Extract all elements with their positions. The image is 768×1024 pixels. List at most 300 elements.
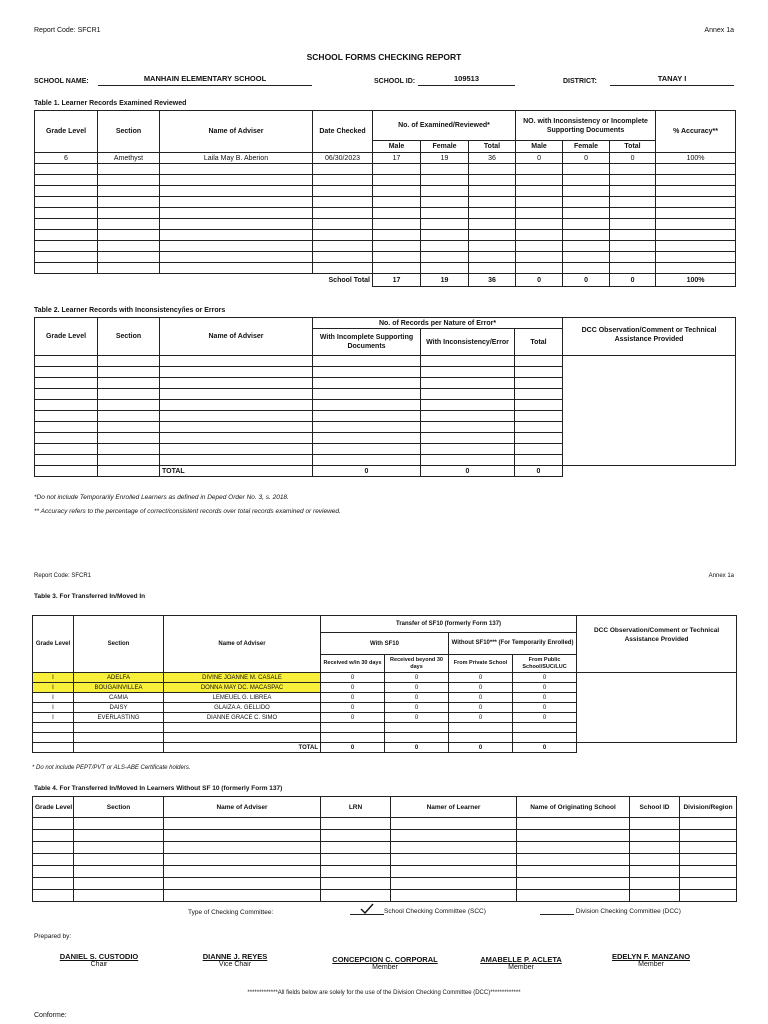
empty-cell[interactable] bbox=[313, 241, 373, 252]
empty-cell[interactable] bbox=[313, 400, 421, 411]
empty-cell[interactable] bbox=[98, 164, 160, 175]
empty-cell[interactable] bbox=[321, 818, 391, 830]
empty-cell[interactable] bbox=[35, 175, 98, 186]
empty-cell[interactable] bbox=[516, 208, 563, 219]
empty-cell[interactable] bbox=[98, 208, 160, 219]
t3-beyond30[interactable]: 0 bbox=[385, 713, 449, 723]
empty-cell[interactable] bbox=[160, 175, 313, 186]
empty-cell[interactable] bbox=[98, 263, 160, 274]
empty-cell[interactable] bbox=[313, 444, 421, 455]
empty-cell[interactable] bbox=[74, 890, 164, 902]
empty-cell[interactable] bbox=[98, 444, 160, 455]
t1-adviser[interactable]: Laila May B. Aberion bbox=[160, 153, 313, 164]
t3-grade[interactable]: I bbox=[33, 713, 74, 723]
empty-cell[interactable] bbox=[160, 367, 313, 378]
empty-cell[interactable] bbox=[517, 830, 630, 842]
empty-cell[interactable] bbox=[160, 411, 313, 422]
empty-cell[interactable] bbox=[656, 197, 736, 208]
empty-cell[interactable] bbox=[515, 356, 563, 367]
empty-cell[interactable] bbox=[313, 175, 373, 186]
empty-cell[interactable] bbox=[421, 433, 515, 444]
t1-grade[interactable]: 6 bbox=[35, 153, 98, 164]
empty-cell[interactable] bbox=[516, 263, 563, 274]
empty-cell[interactable] bbox=[164, 830, 321, 842]
empty-cell[interactable] bbox=[680, 842, 737, 854]
t3-adviser[interactable]: DIANNE GRACE C. SIMO bbox=[164, 713, 321, 723]
empty-cell[interactable] bbox=[373, 208, 421, 219]
empty-cell[interactable] bbox=[74, 723, 164, 733]
empty-cell[interactable] bbox=[313, 411, 421, 422]
empty-cell[interactable] bbox=[313, 186, 373, 197]
t3-section[interactable]: DAISY bbox=[74, 703, 164, 713]
t3-adviser[interactable]: DIVINE JOANNE M. CASALE bbox=[164, 673, 321, 683]
empty-cell[interactable] bbox=[98, 175, 160, 186]
t3-adviser[interactable]: DONNA MAY DC. MACASPAC bbox=[164, 683, 321, 693]
empty-cell[interactable] bbox=[656, 252, 736, 263]
empty-cell[interactable] bbox=[563, 252, 610, 263]
empty-cell[interactable] bbox=[610, 263, 656, 274]
empty-cell[interactable] bbox=[421, 219, 469, 230]
empty-cell[interactable] bbox=[373, 186, 421, 197]
empty-cell[interactable] bbox=[98, 356, 160, 367]
empty-cell[interactable] bbox=[160, 455, 313, 466]
t3-public[interactable]: 0 bbox=[513, 683, 577, 693]
empty-cell[interactable] bbox=[563, 230, 610, 241]
t3-grade[interactable]: I bbox=[33, 673, 74, 683]
t3-private[interactable]: 0 bbox=[449, 703, 513, 713]
empty-cell[interactable] bbox=[35, 356, 98, 367]
empty-cell[interactable] bbox=[321, 878, 391, 890]
empty-cell[interactable] bbox=[98, 411, 160, 422]
empty-cell[interactable] bbox=[517, 866, 630, 878]
empty-cell[interactable] bbox=[656, 164, 736, 175]
empty-cell[interactable] bbox=[373, 230, 421, 241]
empty-cell[interactable] bbox=[160, 422, 313, 433]
empty-cell[interactable] bbox=[35, 411, 98, 422]
empty-cell[interactable] bbox=[610, 175, 656, 186]
empty-cell[interactable] bbox=[313, 367, 421, 378]
empty-cell[interactable] bbox=[517, 854, 630, 866]
empty-cell[interactable] bbox=[160, 433, 313, 444]
empty-cell[interactable] bbox=[421, 241, 469, 252]
committee-dcc[interactable] bbox=[540, 907, 681, 915]
empty-cell[interactable] bbox=[630, 878, 680, 890]
empty-cell[interactable] bbox=[313, 252, 373, 263]
empty-cell[interactable] bbox=[373, 241, 421, 252]
empty-cell[interactable] bbox=[630, 842, 680, 854]
t1-female[interactable]: 19 bbox=[421, 153, 469, 164]
empty-cell[interactable] bbox=[516, 197, 563, 208]
empty-cell[interactable] bbox=[469, 263, 516, 274]
empty-cell[interactable] bbox=[421, 411, 515, 422]
empty-cell[interactable] bbox=[421, 400, 515, 411]
t3-public[interactable]: 0 bbox=[513, 673, 577, 683]
t3-private[interactable]: 0 bbox=[449, 713, 513, 723]
empty-cell[interactable] bbox=[98, 378, 160, 389]
empty-cell[interactable] bbox=[421, 356, 515, 367]
empty-cell[interactable] bbox=[160, 378, 313, 389]
empty-cell[interactable] bbox=[160, 230, 313, 241]
empty-cell[interactable] bbox=[656, 230, 736, 241]
t3-private[interactable]: 0 bbox=[449, 683, 513, 693]
empty-cell[interactable] bbox=[35, 252, 98, 263]
empty-cell[interactable] bbox=[421, 230, 469, 241]
empty-cell[interactable] bbox=[610, 241, 656, 252]
empty-cell[interactable] bbox=[469, 230, 516, 241]
t1-date[interactable]: 06/30/2023 bbox=[313, 153, 373, 164]
empty-cell[interactable] bbox=[313, 356, 421, 367]
empty-cell[interactable] bbox=[164, 890, 321, 902]
empty-cell[interactable] bbox=[160, 219, 313, 230]
empty-cell[interactable] bbox=[74, 830, 164, 842]
empty-cell[interactable] bbox=[656, 175, 736, 186]
empty-cell[interactable] bbox=[74, 866, 164, 878]
signatory-role: Chair bbox=[90, 961, 108, 968]
empty-cell[interactable] bbox=[321, 890, 391, 902]
t3-within30[interactable]: 0 bbox=[321, 693, 385, 703]
t1-accuracy[interactable]: 100% bbox=[656, 153, 736, 164]
empty-cell[interactable] bbox=[421, 197, 469, 208]
empty-cell[interactable] bbox=[321, 723, 385, 733]
dcc-check-field[interactable] bbox=[540, 907, 574, 915]
empty-cell[interactable] bbox=[680, 854, 737, 866]
empty-cell[interactable] bbox=[563, 263, 610, 274]
empty-cell[interactable] bbox=[98, 197, 160, 208]
empty-cell[interactable] bbox=[321, 854, 391, 866]
empty-cell[interactable] bbox=[517, 818, 630, 830]
empty-cell[interactable] bbox=[563, 219, 610, 230]
empty-cell[interactable] bbox=[373, 263, 421, 274]
empty-cell[interactable] bbox=[33, 830, 74, 842]
empty-cell[interactable] bbox=[391, 830, 517, 842]
empty-cell[interactable] bbox=[35, 208, 98, 219]
t2-h-incomplete: With Incomplete Supporting Documents bbox=[313, 329, 421, 356]
empty-cell[interactable] bbox=[563, 241, 610, 252]
empty-cell[interactable] bbox=[516, 186, 563, 197]
empty-cell[interactable] bbox=[421, 252, 469, 263]
empty-cell[interactable] bbox=[391, 878, 517, 890]
empty-cell[interactable] bbox=[656, 219, 736, 230]
empty-cell[interactable] bbox=[517, 890, 630, 902]
empty-cell[interactable] bbox=[313, 208, 373, 219]
empty-cell[interactable] bbox=[516, 241, 563, 252]
empty-cell[interactable] bbox=[373, 164, 421, 175]
empty-cell[interactable] bbox=[373, 219, 421, 230]
empty-cell[interactable] bbox=[164, 878, 321, 890]
empty-cell[interactable] bbox=[33, 733, 74, 743]
empty-cell[interactable] bbox=[35, 219, 98, 230]
district-field[interactable]: TANAY I bbox=[610, 74, 734, 86]
empty-cell[interactable] bbox=[610, 230, 656, 241]
empty-cell[interactable] bbox=[563, 186, 610, 197]
t3-private[interactable]: 0 bbox=[449, 693, 513, 703]
empty-cell[interactable] bbox=[35, 197, 98, 208]
empty-cell[interactable] bbox=[164, 866, 321, 878]
empty-cell[interactable] bbox=[98, 186, 160, 197]
empty-cell[interactable] bbox=[35, 400, 98, 411]
empty-cell[interactable] bbox=[516, 175, 563, 186]
empty-cell[interactable] bbox=[515, 455, 563, 466]
empty-cell[interactable] bbox=[680, 830, 737, 842]
empty-cell[interactable] bbox=[98, 389, 160, 400]
empty-cell[interactable] bbox=[74, 842, 164, 854]
empty-cell[interactable] bbox=[515, 444, 563, 455]
empty-cell[interactable] bbox=[630, 818, 680, 830]
t1-inc-male[interactable]: 0 bbox=[516, 153, 563, 164]
empty-cell[interactable] bbox=[610, 186, 656, 197]
t3-adviser[interactable]: LEMEUEL G. LIBREA bbox=[164, 693, 321, 703]
committee-scc[interactable] bbox=[350, 907, 486, 915]
empty-cell[interactable] bbox=[98, 230, 160, 241]
t3-private[interactable]: 0 bbox=[449, 673, 513, 683]
empty-cell[interactable] bbox=[160, 356, 313, 367]
t3-within30[interactable]: 0 bbox=[321, 683, 385, 693]
t3-section[interactable]: BOUGAINVILLEA bbox=[74, 683, 164, 693]
empty-cell[interactable] bbox=[515, 389, 563, 400]
school-name-field[interactable]: MANHAIN ELEMENTARY SCHOOL bbox=[98, 74, 312, 86]
empty-cell[interactable] bbox=[160, 263, 313, 274]
empty-cell[interactable] bbox=[421, 378, 515, 389]
empty-cell[interactable] bbox=[321, 830, 391, 842]
signatory-name: AMABELLE P. ACLETA bbox=[480, 955, 562, 964]
t3-public[interactable]: 0 bbox=[513, 703, 577, 713]
empty-cell[interactable] bbox=[33, 878, 74, 890]
empty-cell[interactable] bbox=[98, 219, 160, 230]
empty-cell[interactable] bbox=[421, 444, 515, 455]
empty-cell[interactable] bbox=[373, 252, 421, 263]
empty-cell[interactable] bbox=[313, 389, 421, 400]
empty-cell[interactable] bbox=[160, 400, 313, 411]
empty-cell[interactable] bbox=[610, 219, 656, 230]
empty-cell[interactable] bbox=[680, 890, 737, 902]
empty-cell[interactable] bbox=[391, 866, 517, 878]
empty-cell[interactable] bbox=[160, 186, 313, 197]
empty-cell[interactable] bbox=[516, 230, 563, 241]
empty-cell[interactable] bbox=[391, 842, 517, 854]
empty-cell[interactable] bbox=[515, 433, 563, 444]
empty-cell[interactable] bbox=[160, 252, 313, 263]
empty-cell[interactable] bbox=[391, 890, 517, 902]
empty-cell[interactable] bbox=[563, 208, 610, 219]
empty-cell[interactable] bbox=[421, 367, 515, 378]
t3-within30[interactable]: 0 bbox=[321, 703, 385, 713]
signatory-role: Member bbox=[372, 964, 398, 971]
t1-male[interactable]: 17 bbox=[373, 153, 421, 164]
empty-cell[interactable] bbox=[74, 854, 164, 866]
empty-cell[interactable] bbox=[563, 197, 610, 208]
empty-cell[interactable] bbox=[630, 866, 680, 878]
empty-cell[interactable] bbox=[313, 219, 373, 230]
empty-cell[interactable] bbox=[160, 208, 313, 219]
empty-cell[interactable] bbox=[515, 400, 563, 411]
empty-cell[interactable] bbox=[469, 219, 516, 230]
t3-dcc-comment-field[interactable] bbox=[577, 673, 737, 743]
empty-cell[interactable] bbox=[321, 866, 391, 878]
empty-cell[interactable] bbox=[630, 854, 680, 866]
empty-cell[interactable] bbox=[313, 378, 421, 389]
empty-cell[interactable] bbox=[98, 422, 160, 433]
empty-cell[interactable] bbox=[421, 164, 469, 175]
empty-cell[interactable] bbox=[74, 818, 164, 830]
empty-cell[interactable] bbox=[516, 164, 563, 175]
empty-cell[interactable] bbox=[160, 444, 313, 455]
empty-cell[interactable] bbox=[313, 164, 373, 175]
empty-cell[interactable] bbox=[449, 733, 513, 743]
empty-cell[interactable] bbox=[33, 866, 74, 878]
t1-total[interactable]: 36 bbox=[469, 153, 516, 164]
empty-cell[interactable] bbox=[469, 186, 516, 197]
t3-beyond30[interactable]: 0 bbox=[385, 693, 449, 703]
empty-cell[interactable] bbox=[313, 422, 421, 433]
t2-dcc-comment-field[interactable] bbox=[563, 356, 736, 466]
empty-cell[interactable] bbox=[35, 241, 98, 252]
empty-cell[interactable] bbox=[35, 186, 98, 197]
empty-cell[interactable] bbox=[469, 164, 516, 175]
empty-cell[interactable] bbox=[160, 164, 313, 175]
empty-cell[interactable] bbox=[33, 842, 74, 854]
empty-cell[interactable] bbox=[656, 208, 736, 219]
empty-cell[interactable] bbox=[610, 208, 656, 219]
empty-cell[interactable] bbox=[313, 197, 373, 208]
empty-cell[interactable] bbox=[33, 818, 74, 830]
t3-section[interactable]: EVERLASTING bbox=[74, 713, 164, 723]
t3-section[interactable]: ADELFA bbox=[74, 673, 164, 683]
empty-cell[interactable] bbox=[680, 818, 737, 830]
t3-grade[interactable]: I bbox=[33, 693, 74, 703]
scc-check-field[interactable] bbox=[350, 907, 384, 915]
empty-cell[interactable] bbox=[630, 890, 680, 902]
t3-adviser[interactable]: GLAIZA A. GELLIDO bbox=[164, 703, 321, 713]
t1-inc-female[interactable]: 0 bbox=[563, 153, 610, 164]
t3-within30[interactable]: 0 bbox=[321, 713, 385, 723]
empty-cell[interactable] bbox=[33, 854, 74, 866]
empty-cell[interactable] bbox=[469, 175, 516, 186]
empty-cell[interactable] bbox=[630, 830, 680, 842]
empty-cell[interactable] bbox=[98, 400, 160, 411]
empty-cell[interactable] bbox=[656, 186, 736, 197]
empty-cell[interactable] bbox=[98, 367, 160, 378]
empty-cell[interactable] bbox=[35, 378, 98, 389]
empty-cell[interactable] bbox=[164, 842, 321, 854]
empty-cell[interactable] bbox=[656, 263, 736, 274]
t3-beyond30[interactable]: 0 bbox=[385, 683, 449, 693]
empty-cell[interactable] bbox=[35, 230, 98, 241]
empty-cell[interactable] bbox=[421, 263, 469, 274]
t3-public[interactable]: 0 bbox=[513, 693, 577, 703]
empty-cell[interactable] bbox=[610, 164, 656, 175]
empty-cell[interactable] bbox=[35, 433, 98, 444]
empty-cell[interactable] bbox=[74, 733, 164, 743]
t3-grade[interactable]: I bbox=[33, 703, 74, 713]
empty-cell[interactable] bbox=[449, 723, 513, 733]
empty-cell[interactable] bbox=[160, 197, 313, 208]
t3-public[interactable]: 0 bbox=[513, 713, 577, 723]
empty-cell[interactable] bbox=[160, 389, 313, 400]
empty-cell[interactable] bbox=[513, 733, 577, 743]
empty-cell[interactable] bbox=[421, 186, 469, 197]
empty-cell[interactable] bbox=[160, 241, 313, 252]
empty-cell[interactable] bbox=[563, 164, 610, 175]
empty-cell[interactable] bbox=[35, 389, 98, 400]
empty-cell[interactable] bbox=[469, 197, 516, 208]
empty-cell[interactable] bbox=[656, 241, 736, 252]
empty-cell[interactable] bbox=[421, 175, 469, 186]
empty-cell[interactable] bbox=[164, 723, 321, 733]
empty-cell[interactable] bbox=[313, 230, 373, 241]
empty-cell[interactable] bbox=[35, 422, 98, 433]
empty-cell[interactable] bbox=[391, 818, 517, 830]
empty-cell[interactable] bbox=[98, 455, 160, 466]
t3-beyond30[interactable]: 0 bbox=[385, 673, 449, 683]
empty-cell[interactable] bbox=[469, 208, 516, 219]
empty-cell[interactable] bbox=[33, 723, 74, 733]
signatory bbox=[606, 952, 696, 968]
t3-section[interactable]: CAMIA bbox=[74, 693, 164, 703]
empty-cell[interactable] bbox=[321, 842, 391, 854]
empty-cell[interactable] bbox=[515, 367, 563, 378]
empty-cell[interactable] bbox=[35, 455, 98, 466]
empty-cell[interactable] bbox=[164, 854, 321, 866]
empty-cell[interactable] bbox=[35, 263, 98, 274]
empty-cell[interactable] bbox=[469, 241, 516, 252]
empty-cell[interactable] bbox=[680, 866, 737, 878]
empty-cell[interactable] bbox=[35, 367, 98, 378]
empty-cell[interactable] bbox=[313, 263, 373, 274]
empty-cell[interactable] bbox=[35, 164, 98, 175]
empty-cell[interactable] bbox=[321, 733, 385, 743]
empty-cell[interactable] bbox=[33, 890, 74, 902]
empty-cell[interactable] bbox=[98, 252, 160, 263]
t3-beyond30[interactable]: 0 bbox=[385, 703, 449, 713]
empty-cell[interactable] bbox=[164, 733, 321, 743]
empty-cell[interactable] bbox=[610, 197, 656, 208]
empty-cell[interactable] bbox=[515, 378, 563, 389]
empty-cell[interactable] bbox=[98, 433, 160, 444]
empty-cell[interactable] bbox=[515, 411, 563, 422]
empty-cell[interactable] bbox=[35, 444, 98, 455]
empty-cell[interactable] bbox=[421, 389, 515, 400]
empty-cell[interactable] bbox=[74, 878, 164, 890]
empty-cell[interactable] bbox=[680, 878, 737, 890]
empty-cell[interactable] bbox=[469, 252, 516, 263]
t1-section[interactable]: Amethyst bbox=[98, 153, 160, 164]
empty-cell[interactable] bbox=[610, 252, 656, 263]
empty-cell[interactable] bbox=[313, 455, 421, 466]
empty-cell[interactable] bbox=[516, 252, 563, 263]
empty-cell[interactable] bbox=[385, 723, 449, 733]
empty-cell[interactable] bbox=[373, 175, 421, 186]
empty-cell[interactable] bbox=[515, 422, 563, 433]
empty-cell[interactable] bbox=[98, 241, 160, 252]
empty-cell[interactable] bbox=[421, 422, 515, 433]
school-id-field[interactable]: 109513 bbox=[418, 74, 515, 86]
empty-cell[interactable] bbox=[385, 733, 449, 743]
empty-cell[interactable] bbox=[421, 455, 515, 466]
empty-cell[interactable] bbox=[517, 842, 630, 854]
empty-cell[interactable] bbox=[313, 433, 421, 444]
t1-inc-total[interactable]: 0 bbox=[610, 153, 656, 164]
empty-cell[interactable] bbox=[421, 208, 469, 219]
t3-within30[interactable]: 0 bbox=[321, 673, 385, 683]
empty-cell[interactable] bbox=[513, 723, 577, 733]
empty-cell[interactable] bbox=[516, 219, 563, 230]
empty-cell[interactable] bbox=[517, 878, 630, 890]
empty-cell[interactable] bbox=[391, 854, 517, 866]
empty-cell[interactable] bbox=[373, 197, 421, 208]
empty-cell[interactable] bbox=[563, 175, 610, 186]
empty-cell[interactable] bbox=[164, 818, 321, 830]
t3-grade[interactable]: I bbox=[33, 683, 74, 693]
